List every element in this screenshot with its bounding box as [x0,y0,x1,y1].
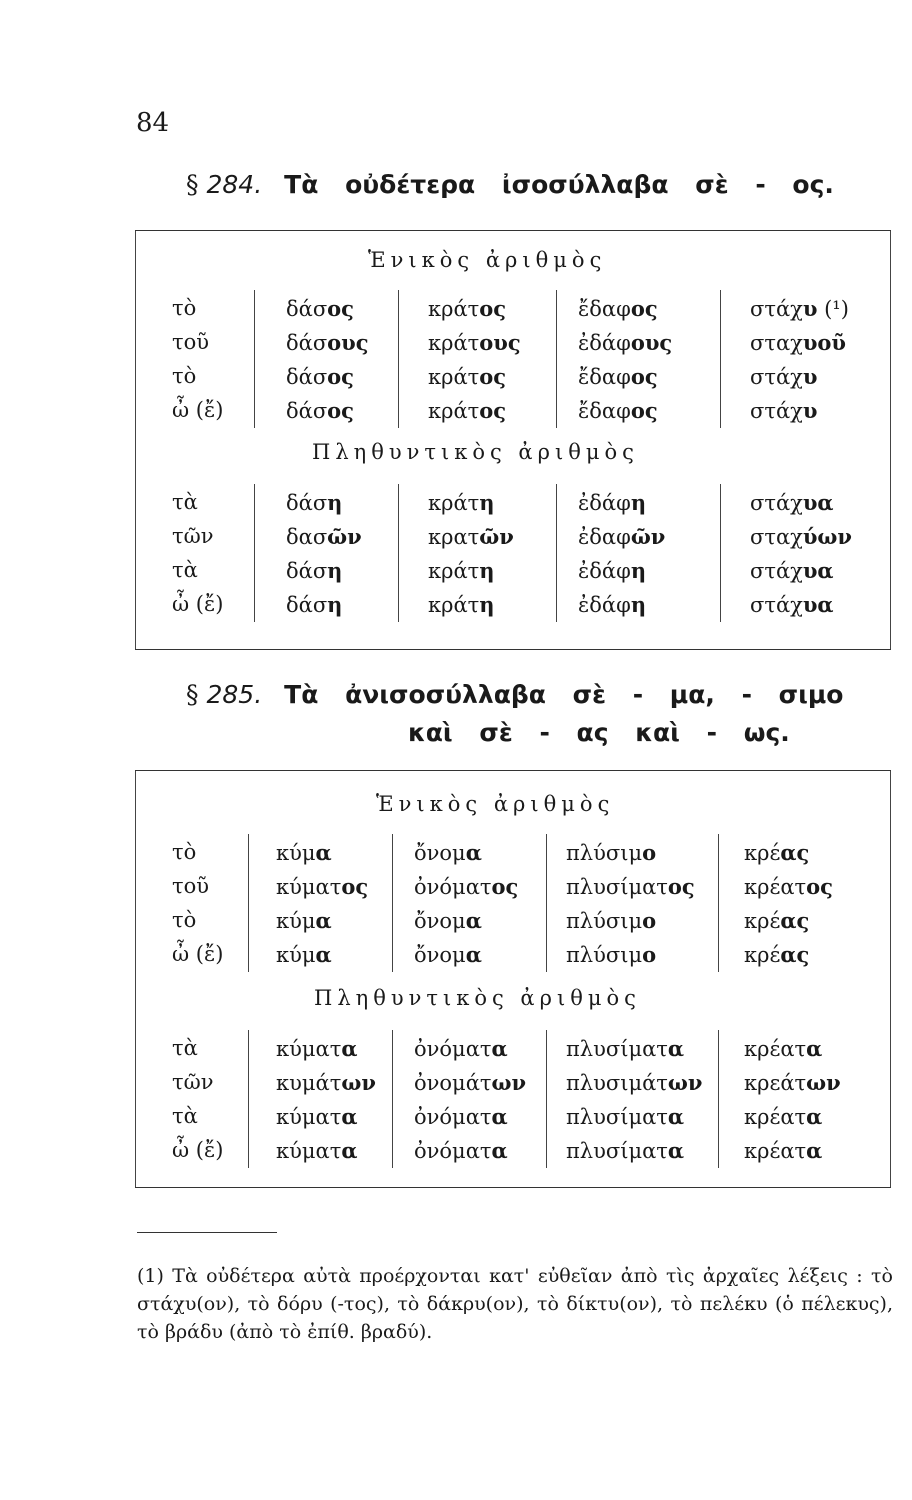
declension-form [286,524,362,549]
word-stem: πλυσίματ [566,1105,668,1129]
declension-form [578,330,672,355]
declension-form [428,330,521,355]
declension-form [566,1138,684,1163]
plural-caption: Πληθυντικὸς ἀριθμὸς [312,440,639,464]
word-stem: δάσ [286,491,328,515]
case-article: ὦ (ἔ) [172,398,224,422]
declension-form [286,398,354,423]
word-ending: η [327,558,343,583]
word-stem: ὀνόματ [414,875,492,899]
word-stem: ἐδάφ [578,491,631,515]
word-stem: κράτ [428,491,480,515]
declension-form [750,524,852,549]
word-ending: ος [327,296,354,321]
case-article: ὦ (ἔ) [172,592,224,616]
word-ending: υοῦ [802,330,847,355]
word-stem: ἐδαφ [578,525,631,549]
column-divider [546,834,547,972]
case-article: τὸ [172,364,197,388]
word-stem: δασ [286,525,328,549]
word-ending: ο [642,840,657,865]
word-ending: ος [479,296,507,321]
word-ending: α [806,1036,823,1061]
word-ending: α [491,1036,508,1061]
word-ending: η [630,592,647,617]
word-ending: ων [491,1070,527,1095]
column-divider [254,484,255,622]
word-stem: κρέ [744,909,781,933]
word-ending: η [630,558,647,583]
word-ending: ος [630,364,658,389]
word-stem: στάχ [750,399,803,423]
word-stem: κρέ [744,943,781,967]
word-ending: η [327,490,343,515]
word-ending: ο [642,942,657,967]
word-stem: κρέατ [744,1105,807,1129]
case-article: τὸ [172,908,197,932]
column-divider [720,290,721,428]
section-284-heading [186,170,834,199]
column-divider [392,834,393,972]
word-stem: στάχ [750,491,803,515]
declension-form [428,398,506,423]
word-stem: κράτ [428,593,480,617]
case-article: τῶν [172,524,214,548]
word-ending: ῶν [630,524,666,549]
column-divider [556,484,557,622]
word-stem: κύματ [276,1037,342,1061]
case-article: τὸ [172,840,197,864]
declension-form [276,1036,358,1061]
declension-form [414,1070,526,1095]
declension-form [428,296,506,321]
word-ending: ος [479,364,507,389]
declension-form [578,296,658,321]
declension-form [276,1138,358,1163]
word-stem: κρέατ [744,1139,807,1163]
word-stem: κύμ [276,841,316,865]
word-stem: κύματ [276,1105,342,1129]
declension-form [744,1036,822,1061]
word-stem: πλύσιμ [566,943,643,967]
plural-caption: Πληθυντικὸς ἀριθμὸς [314,986,641,1010]
declension-form [276,874,368,899]
word-ending: α [806,1138,823,1163]
word-stem: στάχ [750,297,803,321]
declension-form [428,490,495,515]
declension-form [566,874,695,899]
word-stem: κράτ [428,331,480,355]
word-ending: ος [479,398,507,423]
word-ending: α [491,1138,508,1163]
word-stem: στάχ [750,593,803,617]
word-stem: ὀνόματ [414,1105,492,1129]
section-number: 284. [206,170,263,199]
declension-form [276,1070,376,1095]
word-ending: ας [780,908,810,933]
section-symbol: § [186,170,199,199]
declension-form [414,942,482,967]
section-number: 285. [206,680,263,709]
word-stem: δάσ [286,297,328,321]
word-stem: δάσ [286,593,328,617]
declension-form [276,1104,358,1129]
word-ending: α [341,1138,358,1163]
word-stem: κρεάτ [744,1071,807,1095]
word-stem: κυμάτ [276,1071,342,1095]
word-ending: ύων [802,524,852,549]
word-stem: κύματ [276,1139,342,1163]
word-ending: υα [802,490,834,515]
declension-form [750,330,846,355]
word-ending: α [341,1036,358,1061]
word-ending: ους [630,330,673,355]
word-ending: ος [630,398,658,423]
word-stem: κρέατ [744,1037,807,1061]
word-stem: ὄνομ [414,909,466,933]
word-stem: πλύσιμ [566,909,643,933]
declension-form [578,364,658,389]
declension-form [750,296,849,321]
word-stem: πλυσίματ [566,1037,668,1061]
word-ending: ῶν [327,524,362,549]
case-article: τοῦ [172,874,210,898]
word-ending: ας [780,840,810,865]
word-ending: ος [630,296,658,321]
word-ending: α [491,1104,508,1129]
section-title: Τὰ οὐδέτερα ἰσοσύλλαβα σὲ - ος. [284,170,834,199]
declension-form [578,558,646,583]
word-stem: κρέατ [744,875,807,899]
declension-form [578,592,646,617]
column-divider [248,1030,249,1168]
singular-caption: Ἑνικὸς ἀριθμὸς [376,792,615,816]
word-ending: ων [667,1070,703,1095]
footnote: (1) Τὰ οὐδέτερα αὐτὰ προέρχονται κατ' εὐθεῖαν ἀπὸ τὶς ἀρχαῖες λέξεις : τὸ στάχυ(ον), τὸ δόρυ (-τος), τὸ δάκρυ(ον), τὸ δίκτυ(ον), τὸ πελέκυ (ὁ πέλεκυς), τὸ βράδυ (ἀπὸ τὸ ἐπίθ. βραδύ). [137,1265,893,1343]
word-stem: δάσ [286,559,328,583]
word-ending: ων [341,1070,376,1095]
word-ending: ος [327,364,354,389]
section-title-line2: καὶ σὲ - ας καὶ - ως. [408,718,790,747]
word-ending: α [465,942,482,967]
column-divider [718,1030,719,1168]
word-stem: ἔδαφ [578,365,631,389]
word-ending: ος [806,874,833,899]
word-ending: η [630,490,647,515]
case-article: τῶν [172,1070,214,1094]
declension-form [744,1138,822,1163]
word-stem: σταχ [750,525,803,549]
word-stem: ὀνόματ [414,1037,492,1061]
declension-form [566,1104,684,1129]
word-ending: υα [802,592,834,617]
word-ending: α [806,1104,823,1129]
word-stem: κύματ [276,875,342,899]
word-ending: ους [327,330,369,355]
word-stem: κρέ [744,841,781,865]
word-ending: υ [802,296,818,321]
word-stem: πλύσιμ [566,841,643,865]
case-article: ὦ (ἔ) [172,942,224,966]
declension-form [566,942,656,967]
case-article: ὦ (ἔ) [172,1138,224,1162]
word-ending: ο [642,908,657,933]
word-ending: η [479,592,495,617]
word-ending: α [341,1104,358,1129]
word-stem: δάσ [286,399,328,423]
column-divider [254,290,255,428]
declension-form [428,524,514,549]
declension-form [428,364,506,389]
column-divider [248,834,249,972]
word-stem: στάχ [750,559,803,583]
declension-form [750,398,817,423]
word-ending: α [667,1138,685,1163]
case-article: τὰ [172,1036,198,1060]
declension-form [744,942,809,967]
case-article: τὰ [172,1104,198,1128]
declension-form [578,398,658,423]
word-stem: πλυσιμάτ [566,1071,668,1095]
word-stem: ὀνόματ [414,1139,492,1163]
word-stem: κράτ [428,399,480,423]
case-article: τοῦ [172,330,210,354]
section-285-heading-line2 [408,718,790,747]
word-ending: ος [341,874,369,899]
word-stem: ὄνομ [414,943,466,967]
declension-form [414,1104,508,1129]
column-divider [556,290,557,428]
declension-form [566,1036,684,1061]
declension-form [566,840,656,865]
word-stem: πλυσίματ [566,875,668,899]
word-stem: σταχ [750,331,803,355]
word-ending: υα [802,558,834,583]
word-stem: κύμ [276,943,316,967]
case-article: τὰ [172,490,198,514]
declension-form [286,330,369,355]
declension-form [276,942,332,967]
declension-form [428,592,495,617]
declension-form [276,908,332,933]
word-stem: δάσ [286,331,328,355]
column-divider [398,290,399,428]
word-ending: ους [479,330,521,355]
declension-form [566,1070,702,1095]
word-stem: πλυσίματ [566,1139,668,1163]
word-ending: ος [491,874,519,899]
column-divider [392,1030,393,1168]
declension-form [578,490,646,515]
word-stem: ἔδαφ [578,297,631,321]
word-ending: η [479,490,495,515]
declension-form [428,558,495,583]
column-divider [398,484,399,622]
declension-form [744,1104,822,1129]
word-ending: υ [802,364,818,389]
declension-form [750,490,834,515]
declension-form [414,874,518,899]
section-285-heading [186,680,843,709]
word-stem: ὀνομάτ [414,1071,492,1095]
declension-form [566,908,656,933]
column-divider [546,1030,547,1168]
word-ending: η [327,592,343,617]
word-ending: α [315,942,332,967]
declension-form [414,908,482,933]
declension-form [744,908,809,933]
word-stem: στάχ [750,365,803,389]
word-ending: ος [667,874,695,899]
word-stem: ὄνομ [414,841,466,865]
word-ending: ῶν [479,524,514,549]
declension-form [414,1138,508,1163]
word-ending: α [667,1036,685,1061]
word-ending: α [315,840,332,865]
word-ending: υ [802,398,818,423]
declension-form [578,524,665,549]
declension-form [286,558,342,583]
declension-form [750,592,834,617]
word-ending: α [315,908,332,933]
declension-form [750,364,817,389]
word-ending: α [667,1104,685,1129]
word-stem: κρατ [428,525,480,549]
declension-form [414,1036,508,1061]
word-stem: δάσ [286,365,328,389]
declension-form [286,490,342,515]
section-symbol: § [186,680,199,709]
word-ending: ων [806,1070,841,1095]
word-stem: ἐδάφ [578,593,631,617]
word-ending: α [465,908,482,933]
word-stem: ἔδαφ [578,399,631,423]
declension-form [276,840,332,865]
word-stem: ἐδάφ [578,559,631,583]
word-ending: η [479,558,495,583]
word-stem: κράτ [428,297,480,321]
case-article: τὰ [172,558,198,582]
section-title-line1: Τὰ ἀνισοσύλλαβα σὲ - μα, - σιμο [284,680,844,709]
declension-form [414,840,482,865]
word-stem: κράτ [428,559,480,583]
declension-form [750,558,834,583]
declension-form [286,296,354,321]
word-stem: κράτ [428,365,480,389]
footnote-rule [137,1232,277,1233]
word-ending: α [465,840,482,865]
word-stem: ἐδάφ [578,331,631,355]
declension-form [744,840,809,865]
singular-caption: Ἑνικὸς ἀριθμὸς [368,248,607,272]
column-divider [718,834,719,972]
page-number: 84 [136,108,170,138]
word-stem: κύμ [276,909,316,933]
declension-form [744,1070,841,1095]
case-article: τὸ [172,296,197,320]
footnote-ref: (¹) [817,297,849,321]
declension-form [286,592,342,617]
word-ending: ος [327,398,354,423]
column-divider [720,484,721,622]
declension-form [744,874,833,899]
word-ending: ας [780,942,810,967]
declension-form [286,364,354,389]
